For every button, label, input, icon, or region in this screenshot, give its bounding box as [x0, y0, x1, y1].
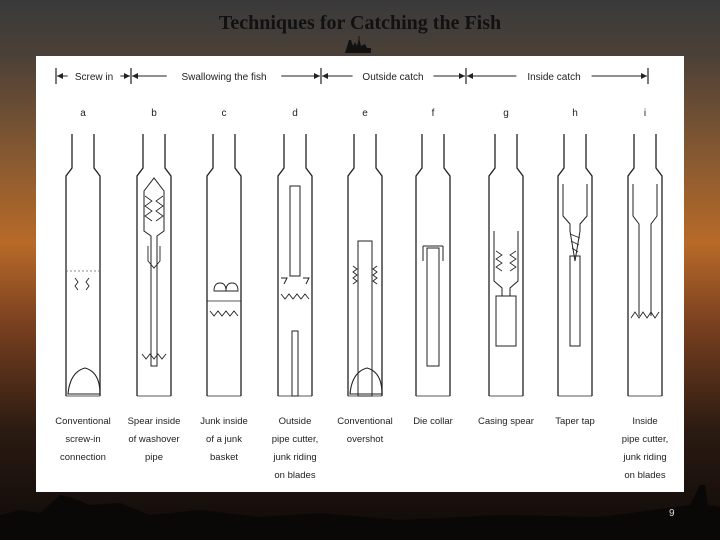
group-label: Outside catch — [362, 72, 424, 83]
inner-cutter-blades — [631, 312, 659, 318]
group-label: Screw in — [74, 72, 114, 83]
caption-outside-pipe-cutter: Outside — [278, 416, 312, 427]
header-arrowhead — [124, 73, 130, 79]
group-label: Swallowing the fish — [181, 72, 267, 83]
wellbore-junk-basket — [207, 134, 241, 396]
column-letter-c: c — [221, 108, 227, 119]
threads — [75, 278, 89, 290]
caption-junk-basket: basket — [210, 452, 238, 463]
caption-inside-pipe-cutter: pipe cutter, — [621, 434, 669, 445]
overshot-junk — [350, 368, 382, 394]
page-number: 9 — [669, 508, 675, 519]
casing-spear-tool — [494, 231, 518, 296]
group-label: Inside catch — [527, 72, 581, 83]
caption-screw-in-connection: connection — [60, 452, 106, 463]
header-arrowhead — [314, 73, 320, 79]
inner-pipe — [290, 186, 300, 276]
diagram-panel — [36, 56, 684, 492]
casing-fish — [496, 296, 516, 346]
column-letter-g: g — [503, 108, 509, 119]
caption-inside-pipe-cutter: on blades — [624, 470, 666, 481]
cut-pipe — [292, 331, 298, 396]
caption-spear-washover: Spear inside — [127, 416, 181, 427]
fishing-techniques-diagram — [36, 56, 684, 492]
caption-screw-in-connection: screw-in — [65, 434, 101, 445]
slide-title: Techniques for Catching the Fish — [218, 12, 502, 34]
wellbore-taper-tap — [558, 134, 592, 396]
column-letter-a: a — [80, 108, 86, 119]
junk-pieces — [214, 283, 238, 291]
wellbore-spear-washover — [137, 134, 171, 396]
header-arrowhead — [641, 73, 647, 79]
fish-pipe — [358, 241, 372, 396]
washover-teeth — [142, 354, 166, 359]
header-arrowhead — [467, 73, 473, 79]
wellbore-screw-in-connection — [66, 134, 100, 396]
taper-tap-tool — [563, 184, 587, 261]
column-letter-f: f — [431, 108, 435, 119]
overshot-grapple — [353, 266, 377, 284]
spear-tool — [144, 178, 164, 366]
inner-cutter-pipe — [633, 184, 657, 316]
caption-outside-pipe-cutter: junk riding — [273, 452, 317, 463]
spear-grapple — [145, 196, 163, 221]
header-arrowhead — [57, 73, 63, 79]
caption-screw-in-connection: Conventional — [55, 416, 111, 427]
column-letter-b: b — [151, 108, 157, 119]
caption-inside-pipe-cutter: Inside — [632, 416, 658, 427]
die-pipe — [427, 248, 439, 366]
logo-icon — [343, 36, 373, 54]
basket-teeth — [210, 311, 238, 316]
column-letter-h: h — [572, 108, 578, 119]
caption-taper-tap: Taper tap — [555, 416, 595, 427]
caption-junk-basket: Junk inside — [200, 416, 248, 427]
wellbore-inside-pipe-cutter — [628, 134, 662, 396]
casing-spear-grapple — [496, 251, 516, 271]
caption-overshot: overshot — [346, 434, 384, 445]
header-arrowhead — [132, 73, 138, 79]
fish-junk — [68, 368, 100, 394]
caption-inside-pipe-cutter: junk riding — [623, 452, 667, 463]
caption-casing-spear: Casing spear — [478, 416, 534, 427]
column-letter-e: e — [362, 108, 368, 119]
column-letter-i: i — [643, 108, 647, 119]
wellbore-die-collar — [416, 134, 450, 396]
header-arrowhead — [322, 73, 328, 79]
caption-spear-washover: pipe — [145, 452, 163, 463]
tap-fish — [570, 256, 580, 346]
caption-outside-pipe-cutter: pipe cutter, — [271, 434, 319, 445]
cutter-teeth — [281, 294, 309, 299]
caption-spear-washover: of washover — [128, 434, 180, 445]
cutter-blades — [281, 278, 309, 284]
wellbore-outside-pipe-cutter — [278, 134, 312, 396]
caption-overshot: Conventional — [337, 416, 393, 427]
wellbore-overshot — [348, 134, 382, 396]
caption-outside-pipe-cutter: on blades — [274, 470, 316, 481]
spear-nose — [148, 246, 160, 268]
column-letter-d: d — [292, 108, 298, 119]
header-arrowhead — [459, 73, 465, 79]
caption-junk-basket: of a junk — [206, 434, 242, 445]
caption-die-collar: Die collar — [413, 416, 453, 427]
